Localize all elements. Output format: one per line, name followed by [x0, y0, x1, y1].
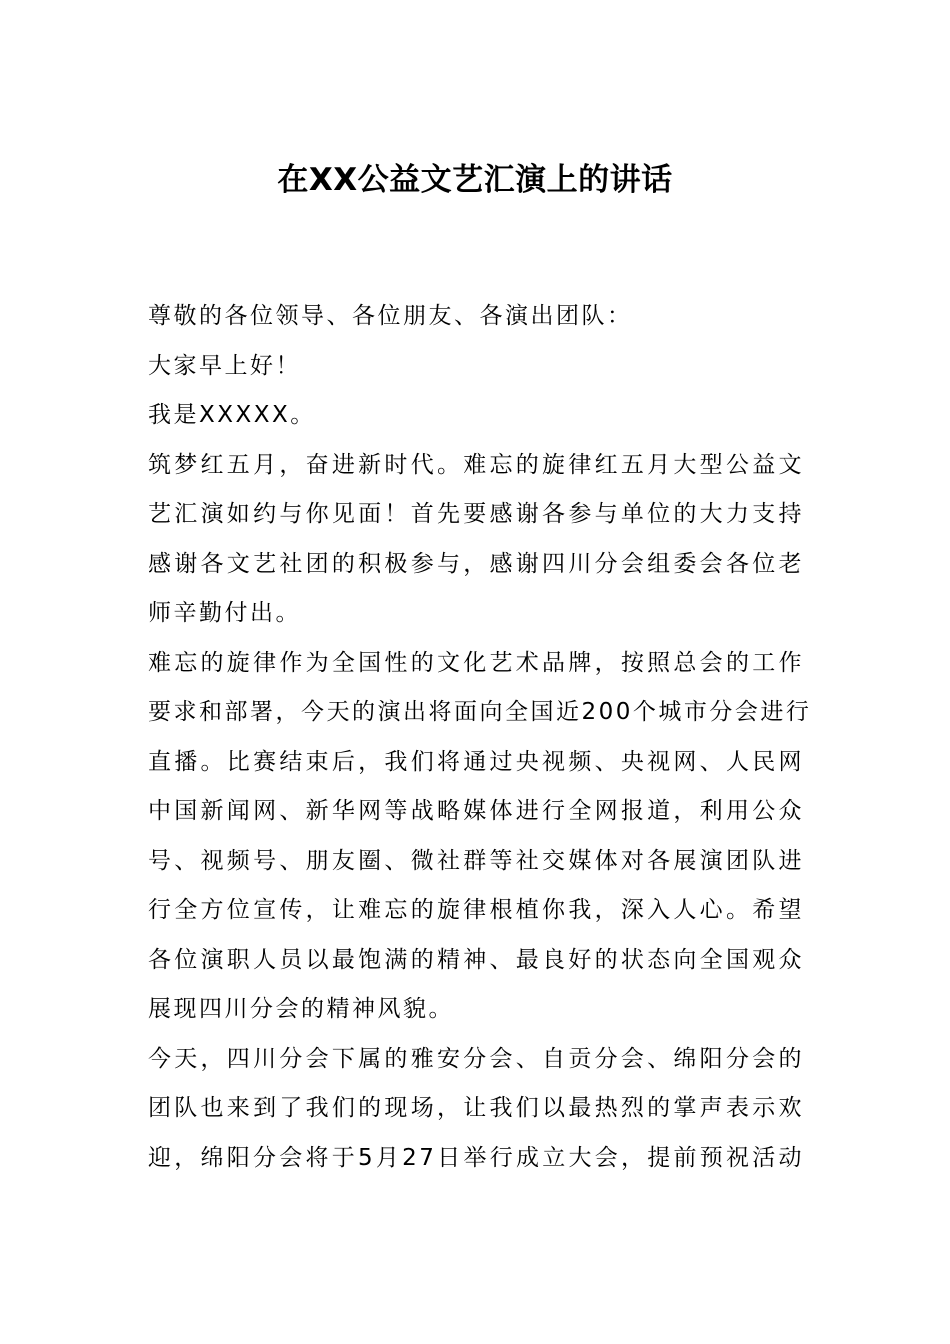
paragraph-2-line-5: 号、视频号、朋友圈、微社群等社交媒体对各展演团队进 [148, 847, 804, 874]
introduction-line: 我是XXXXX。 [148, 402, 316, 428]
paragraph-2-line-1: 难忘的旋律作为全国性的文化艺术品牌，按照总会的工作 [148, 649, 804, 676]
paragraph-2-line-2: 要求和部署，今天的演出将面向全国近200个城市分会进行 [148, 699, 812, 725]
paragraph-2-line-8: 展现四川分会的精神风貌。 [148, 996, 454, 1022]
document-title: 在XX公益文艺汇演上的讲话 [277, 162, 673, 198]
paragraph-2-line-6: 行全方位宣传，让难忘的旋律根植你我，深入人心。希望 [148, 897, 804, 923]
paragraph-1-line-3: 感谢各文艺社团的积极参与，感谢四川分会组委会各位老 [148, 550, 804, 577]
paragraph-2-line-4: 中国新闻网、新华网等战略媒体进行全网报道，利用公众 [148, 798, 804, 824]
salutation-line: 尊敬的各位领导、各位朋友、各演出团队： [148, 303, 633, 329]
paragraph-3-line-3: 迎，绵阳分会将于5月27日举行成立大会，提前预祝活动 [148, 1144, 804, 1171]
paragraph-1-line-2: 艺汇演如约与你见面！首先要感谢各参与单位的大力支持 [148, 501, 804, 527]
paragraph-3-line-2: 团队也来到了我们的现场，让我们以最热烈的掌声表示欢 [148, 1095, 804, 1121]
paragraph-3-line-1: 今天，四川分会下属的雅安分会、自贡分会、绵阳分会的 [148, 1045, 804, 1072]
document-body [148, 292, 812, 1183]
paragraph-1-line-1: 筑梦红五月，奋进新时代。难忘的旋律红五月大型公益文 [148, 451, 804, 478]
paragraph-2-line-3: 直播。比赛结束后，我们将通过央视频、央视网、人民网 [148, 748, 804, 775]
greeting-line: 大家早上好！ [148, 352, 301, 379]
paragraph-2-line-7: 各位演职人员以最饱满的精神、最良好的状态向全国观众 [148, 946, 804, 973]
paragraph-1-line-4: 师辛勤付出。 [148, 600, 301, 626]
